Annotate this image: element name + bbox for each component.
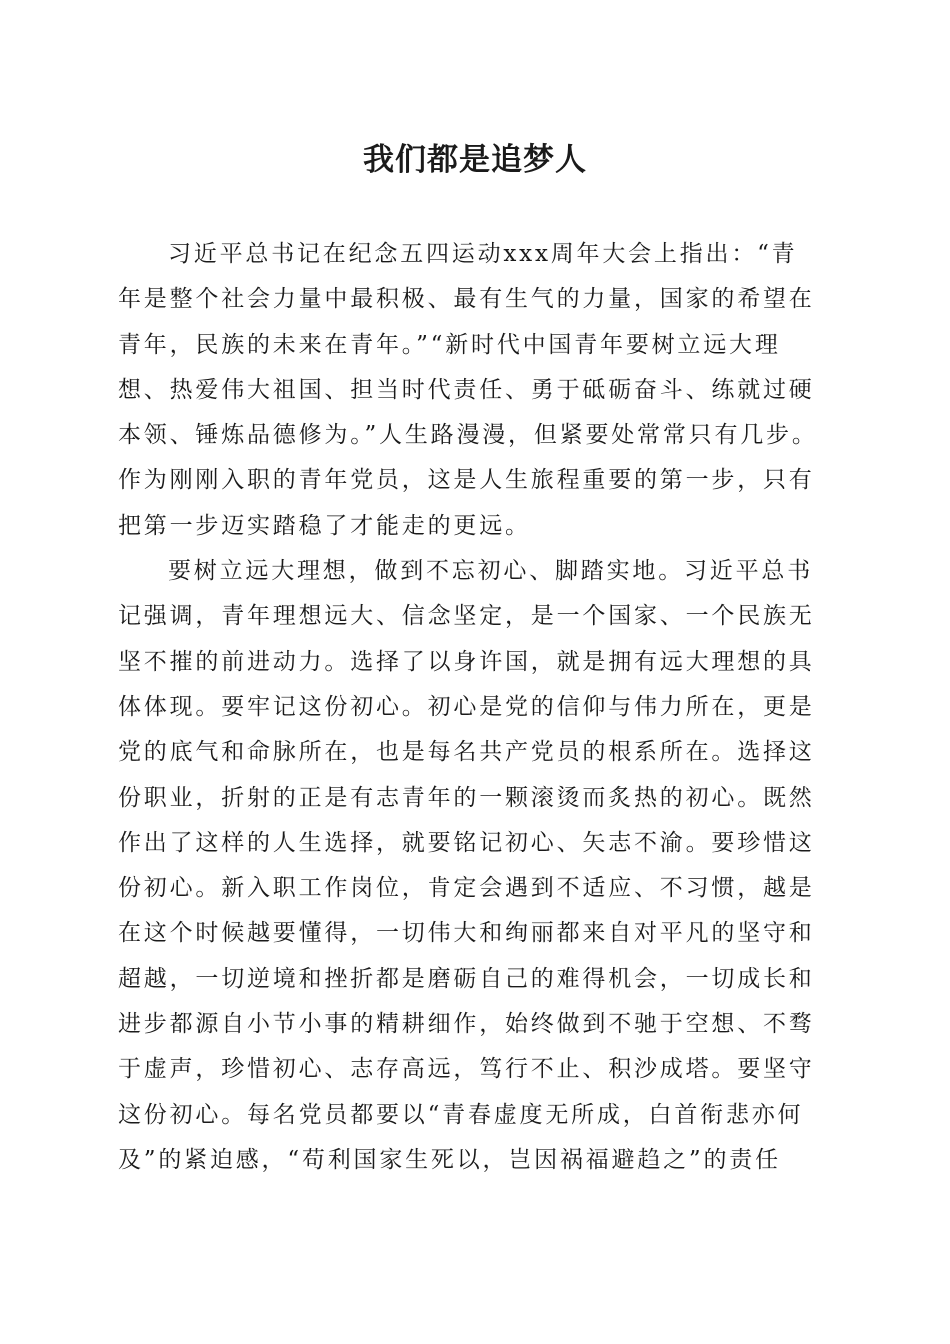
paragraph-2-line-1: 要树立远大理想，做到不忘初心、脚踏实地。习近平总书 xyxy=(168,558,813,585)
paragraph-1-line-3: 青年，民族的未来在青年。”“新时代中国青年要树立远大理 xyxy=(118,331,781,358)
paragraph-2-line-5: 党的底气和命脉所在，也是每名共产党员的根系所在。选择这 xyxy=(118,739,815,766)
document-body xyxy=(118,232,830,1183)
paragraph-2-line-13: 这份初心。每名党员都要以“青春虚度无所成，白首衔悲亦何 xyxy=(118,1101,804,1128)
paragraph-2-line-3: 坚不摧的前进动力。选择了以身许国，就是拥有远大理想的具 xyxy=(118,648,815,675)
document-title: 我们都是追梦人 xyxy=(363,142,587,178)
paragraph-2-line-8: 份初心。新入职工作岗位，肯定会遇到不适应、不习惯，越是 xyxy=(118,875,815,902)
paragraph-1-line-2: 年是整个社会力量中最积极、最有生气的力量，国家的希望在 xyxy=(118,286,815,313)
paragraph-1-line-1: 习近平总书记在纪念五四运动xxx周年大会上指出：“青 xyxy=(168,241,798,267)
paragraph-1-line-4: 想、热爱伟大祖国、担当时代责任、勇于砥砺奋斗、练就过硬 xyxy=(118,376,815,403)
paragraph-1-line-6: 作为刚刚入职的青年党员，这是人生旅程重要的第一步，只有 xyxy=(118,467,815,494)
paragraph-2-line-2: 记强调，青年理想远大、信念坚定，是一个国家、一个民族无 xyxy=(118,603,815,630)
paragraph-2-line-6: 份职业，折射的正是有志青年的一颗滚烫而炙热的初心。既然 xyxy=(118,784,815,811)
paragraph-1-line-7: 把第一步迈实踏稳了才能走的更远。 xyxy=(118,512,531,539)
paragraph-2-line-12: 于虚声，珍惜初心、志存高远，笃行不止、积沙成塔。要坚守 xyxy=(118,1056,815,1083)
paragraph-2-line-4: 体体现。要牢记这份初心。初心是党的信仰与伟力所在，更是 xyxy=(118,693,815,720)
paragraph-2-line-10: 超越，一切逆境和挫折都是磨砺自己的难得机会，一切成长和 xyxy=(118,965,815,992)
paragraph-1-line-5: 本领、锤炼品德修为。”人生路漫漫，但紧要处常常只有几步。 xyxy=(118,422,818,449)
paragraph-2-line-14: 及”的紧迫感，“苟利国家生死以，岂因祸福避趋之”的责任 xyxy=(118,1146,781,1173)
paragraph-2-line-11: 进步都源自小节小事的精耕细作，始终做到不驰于空想、不骛 xyxy=(118,1011,815,1038)
paragraph-2-line-7: 作出了这样的人生选择，就要铭记初心、矢志不渝。要珍惜这 xyxy=(118,829,815,856)
paragraph-2-line-9: 在这个时候越要懂得，一切伟大和绚丽都来自对平凡的坚守和 xyxy=(118,920,815,947)
